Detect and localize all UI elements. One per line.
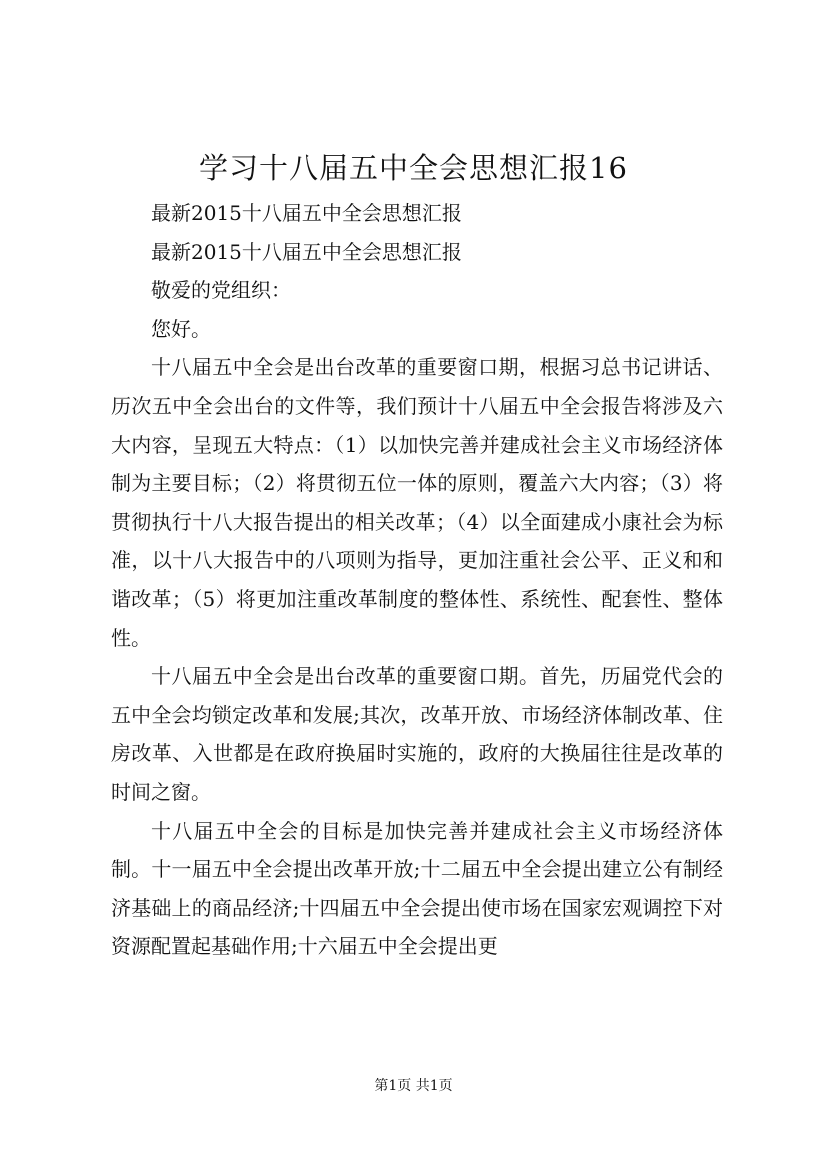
paragraph-subtitle-2: 最新2015十八届五中全会思想汇报 — [151, 239, 462, 264]
page-footer: 第1页 共1页 — [374, 1078, 453, 1094]
paragraph-greeting: 您好。 — [151, 316, 211, 341]
paragraph-body-1: 十八届五中全会是出台改革的重要窗口期，根据习总书记讲话、历次五中全会出台的文件等，我们预计十八届五中全会报告将涉及六大内容，呈现五大特点：（1）以加快完善并建成社会主义市场经济体制为主要目标；（2）将贯彻五位一体的原则，覆盖六大内容；（3）将贯彻执行十八大报告提出的相关改革；（4）以全面建成小康社会为标准，以十八大报告中的八项则为指导，更加注重社会公平、正义和和谐改革；（5）将更加注重改革制度的整体性、系统性、配套性、整体性。 — [111, 355, 723, 650]
paragraph-subtitle-1: 最新2015十八届五中全会思想汇报 — [151, 201, 462, 225]
document-title: 学习十八届五中全会思想汇报16 — [199, 151, 628, 185]
paragraph-body-2: 十八届五中全会是出台改革的重要窗口期。首先，历届党代会的五中全会均锁定改革和发展;其次，改革开放、市场经济体制改革、住房改革、入世都是在政府换届时实施的，政府的大换届往往是改革的时间之窗。 — [111, 664, 723, 804]
document-body — [111, 194, 723, 966]
paragraph-salutation: 敬爱的党组织： — [151, 278, 291, 303]
paragraph-body-3: 十八届五中全会的目标是加快完善并建成社会主义市场经济体制。十一届五中全会提出改革开放;十二届五中全会提出建立公有制经济基础上的商品经济;十四届五中全会提出使市场在国家宏观调控下对资源配置起基础作用;十六届五中全会提出更 — [111, 818, 723, 959]
